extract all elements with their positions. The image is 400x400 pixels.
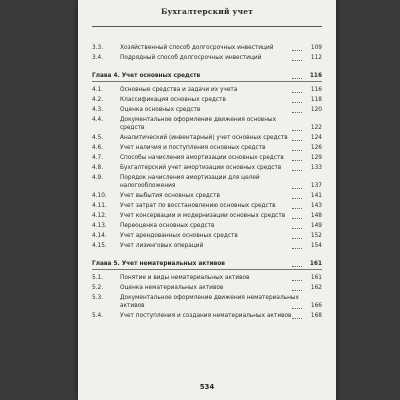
section-title: Учет затрат по восстановлению основных средств bbox=[120, 203, 276, 209]
page-number: 534 bbox=[199, 383, 215, 391]
toc-entry bbox=[92, 212, 322, 220]
toc-entry bbox=[92, 86, 322, 94]
table-of-contents bbox=[92, 44, 322, 320]
toc-entry bbox=[92, 294, 322, 310]
toc-entry bbox=[92, 242, 322, 250]
toc-entry bbox=[92, 134, 322, 142]
running-head: Бухгалтерский учет bbox=[160, 7, 254, 16]
section-page: 168 bbox=[310, 313, 322, 319]
toc-chapter-4 bbox=[92, 72, 322, 80]
section-number: 5.2. bbox=[92, 285, 104, 291]
chapter-rule bbox=[92, 81, 322, 82]
section-title: Учет поступления и создания нематериальных активов bbox=[120, 313, 292, 319]
section-page: 120 bbox=[310, 107, 322, 113]
section-number: 4.5. bbox=[92, 135, 104, 141]
section-page: 126 bbox=[310, 145, 322, 151]
toc-entry bbox=[92, 222, 322, 230]
section-title: Бухгалтерский учет амортизации основных средств bbox=[120, 165, 282, 171]
toc-entry bbox=[92, 174, 322, 190]
section-page: 152 bbox=[310, 233, 322, 239]
toc-block-chapter-5 bbox=[92, 274, 322, 320]
section-page: 124 bbox=[310, 135, 322, 141]
toc-entry bbox=[92, 144, 322, 152]
section-page: 143 bbox=[310, 203, 322, 209]
book-page bbox=[78, 0, 336, 400]
toc-entry bbox=[92, 44, 322, 52]
section-page: 141 bbox=[310, 193, 322, 199]
section-title: Порядок начисления амортизации для целей налогообложения bbox=[120, 175, 260, 189]
section-number: 4.3. bbox=[92, 107, 104, 113]
section-title: Способы начисления амортизации основных средств bbox=[120, 155, 284, 161]
toc-entry bbox=[92, 164, 322, 172]
section-page: 109 bbox=[310, 45, 322, 51]
chapter-title: Глава 5. Учет нематериальных активов bbox=[92, 261, 225, 267]
section-title: Учет консервации и модернизации основных средств bbox=[120, 213, 286, 219]
section-page: 161 bbox=[310, 275, 322, 281]
section-number: 4.9. bbox=[92, 175, 104, 181]
section-number: 3.4. bbox=[92, 55, 104, 61]
section-title: Оценка нематериальных активов bbox=[120, 285, 224, 291]
section-number: 4.2. bbox=[92, 97, 104, 103]
chapter-page: 161 bbox=[309, 261, 322, 267]
toc-entry bbox=[92, 116, 322, 132]
toc-entry bbox=[92, 192, 322, 200]
section-title: Переоценка основных средств bbox=[120, 223, 215, 229]
section-title: Учет наличия и поступления основных средств bbox=[120, 145, 266, 151]
section-title: Документальное оформление движения нематериальных активов bbox=[120, 295, 299, 309]
section-title: Документальное оформление движения основных средств bbox=[120, 117, 277, 131]
section-title: Аналитический (инвентарный) учет основных средств bbox=[120, 135, 288, 141]
toc-entry bbox=[92, 106, 322, 114]
section-number: 4.11. bbox=[92, 203, 107, 209]
section-number: 4.6. bbox=[92, 145, 104, 151]
section-page: 149 bbox=[310, 223, 322, 229]
section-number: 4.10. bbox=[92, 193, 107, 199]
section-page: 148 bbox=[310, 213, 322, 219]
toc-entry bbox=[92, 202, 322, 210]
section-title: Классификация основных средств bbox=[120, 97, 226, 103]
toc-entry bbox=[92, 232, 322, 240]
section-number: 5.3. bbox=[92, 295, 104, 301]
header-rule bbox=[92, 26, 322, 27]
section-page: 118 bbox=[310, 97, 322, 103]
section-title: Учет арендованных основных средств bbox=[120, 233, 238, 239]
section-number: 4.8. bbox=[92, 165, 104, 171]
section-page: 162 bbox=[310, 285, 322, 291]
section-number: 5.1. bbox=[92, 275, 104, 281]
section-page: 116 bbox=[310, 87, 322, 93]
section-number: 4.7. bbox=[92, 155, 104, 161]
section-title: Оценка основных средств bbox=[120, 107, 201, 113]
section-page: 112 bbox=[310, 55, 322, 61]
toc-block-chapter-4 bbox=[92, 86, 322, 250]
toc-entry bbox=[92, 54, 322, 62]
section-title: Понятие и виды нематериальных активов bbox=[120, 275, 250, 281]
section-number: 4.13. bbox=[92, 223, 107, 229]
section-page: 137 bbox=[310, 183, 322, 189]
section-title: Основные средства и задачи их учета bbox=[120, 87, 238, 93]
chapter-rule bbox=[92, 269, 322, 270]
section-title: Учет выбытия основных средств bbox=[120, 193, 220, 199]
section-number: 4.14. bbox=[92, 233, 107, 239]
section-number: 4.12. bbox=[92, 213, 107, 219]
section-number: 3.3. bbox=[92, 45, 104, 51]
section-page: 166 bbox=[310, 303, 322, 309]
section-page: 129 bbox=[310, 155, 322, 161]
section-page: 154 bbox=[310, 243, 322, 249]
chapter-title: Глава 4. Учет основных средств bbox=[92, 73, 201, 79]
section-number: 4.4. bbox=[92, 117, 104, 123]
section-page: 133 bbox=[310, 165, 322, 171]
toc-entry bbox=[92, 312, 322, 320]
toc-entry bbox=[92, 284, 322, 292]
chapter-page: 116 bbox=[309, 73, 322, 79]
toc-entry bbox=[92, 154, 322, 162]
section-title: Подрядный способ долгосрочных инвестиций bbox=[120, 55, 262, 61]
toc-entry bbox=[92, 96, 322, 104]
section-title: Учет лизинговых операций bbox=[120, 243, 204, 249]
section-number: 4.1. bbox=[92, 87, 104, 93]
toc-block-chapter-3 bbox=[92, 44, 322, 62]
section-number: 4.15. bbox=[92, 243, 107, 249]
toc-entry bbox=[92, 274, 322, 282]
toc-chapter-5 bbox=[92, 260, 322, 268]
section-number: 5.4. bbox=[92, 313, 104, 319]
section-title: Хозяйственный способ долгосрочных инвестиций bbox=[120, 45, 274, 51]
section-page: 122 bbox=[310, 125, 322, 131]
